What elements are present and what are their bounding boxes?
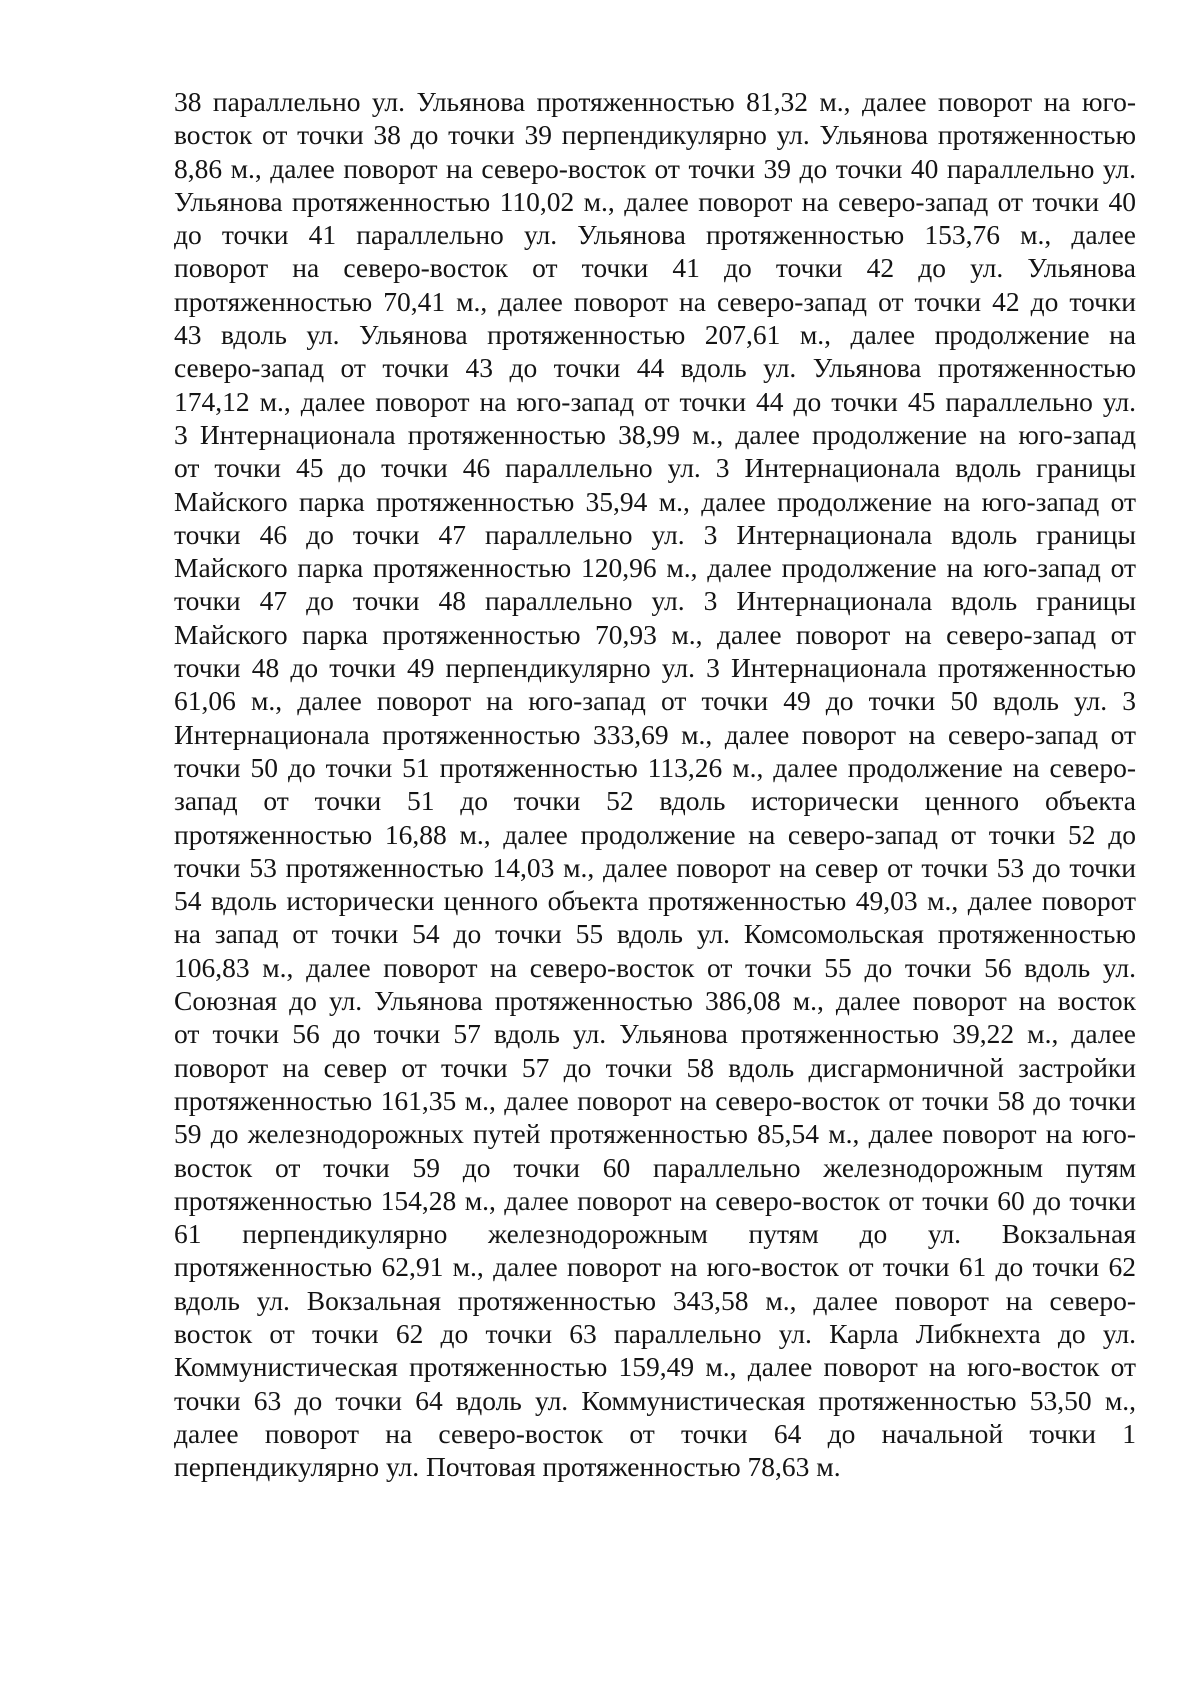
- text-line: точки 48 до точки 49 перпендикулярно ул. 3 Интернационала протяженностью: [174, 652, 1136, 684]
- text-line: протяженностью 62,91 м., далее поворот на юго-восток от точки 61 до точки 62: [174, 1251, 1136, 1283]
- text-line: до точки 41 параллельно ул. Ульянова протяженностью 153,76 м., далее: [174, 219, 1136, 251]
- text-line: протяженностью 154,28 м., далее поворот на северо-восток от точки 60 до точки: [174, 1184, 1136, 1216]
- text-line: далее поворот на северо-восток от точки 64 до начальной точки 1: [174, 1417, 1136, 1449]
- text-line: 61,06 м., далее поворот на юго-запад от точки 49 до точки 50 вдоль ул. 3: [174, 685, 1136, 717]
- text-line: 38 параллельно ул. Ульянова протяженностью 81,32 м., далее поворот на юго-: [174, 86, 1136, 117]
- text-line: 54 вдоль исторически ценного объекта протяженностью 49,03 м., далее поворот: [174, 885, 1136, 917]
- text-line: протяженностью 161,35 м., далее поворот на северо-восток от точки 58 до точки: [174, 1084, 1136, 1116]
- text-line: 174,12 м., далее поворот на юго-запад от точки 44 до точки 45 параллельно ул.: [174, 385, 1136, 417]
- text-line: на запад от точки 54 до точки 55 вдоль ул. Комсомольская протяженностью: [174, 918, 1136, 950]
- text-line: 3 Интернационала протяженностью 38,99 м., далее продолжение на юго-запад: [174, 418, 1136, 450]
- text-line: 8,86 м., далее поворот на северо-восток от точки 39 до точки 40 параллельно ул.: [174, 152, 1136, 184]
- text-line: от точки 45 до точки 46 параллельно ул. 3 Интернационала вдоль границы: [174, 452, 1136, 484]
- text-line: точки 46 до точки 47 параллельно ул. 3 Интернационала вдоль границы: [174, 518, 1136, 550]
- text-line: точки 53 протяженностью 14,03 м., далее поворот на север от точки 53 до точки: [174, 851, 1136, 883]
- text-line: 59 до железнодорожных путей протяженностью 85,54 м., далее поворот на юго-: [174, 1118, 1136, 1150]
- text-line: точки 47 до точки 48 параллельно ул. 3 Интернационала вдоль границы: [174, 585, 1136, 617]
- text-line: Майского парка протяженностью 35,94 м., далее продолжение на юго-запад от: [174, 485, 1136, 517]
- text-line: точки 50 до точки 51 протяженностью 113,26 м., далее продолжение на северо-: [174, 751, 1136, 783]
- text-line: восток от точки 59 до точки 60 параллельно железнодорожным путям: [174, 1151, 1136, 1183]
- body-paragraph: [174, 85, 1136, 1483]
- text-line: протяженностью 16,88 м., далее продолжение на северо-запад от точки 52 до: [174, 818, 1136, 850]
- text-line: поворот на север от точки 57 до точки 58 вдоль дисгармоничной застройки: [174, 1051, 1136, 1083]
- text-line: вдоль ул. Вокзальная протяженностью 343,58 м., далее поворот на северо-: [174, 1284, 1136, 1316]
- text-line: восток от точки 62 до точки 63 параллельно ул. Карла Либкнехта до ул.: [174, 1317, 1136, 1349]
- text-line: Союзная до ул. Ульянова протяженностью 386,08 м., далее поворот на восток: [174, 985, 1136, 1017]
- text-line: протяженностью 70,41 м., далее поворот на северо-запад от точки 42 до точки: [174, 285, 1136, 317]
- text-line: точки 63 до точки 64 вдоль ул. Коммунистическая протяженностью 53,50 м.,: [174, 1384, 1136, 1416]
- text-line: восток от точки 38 до точки 39 перпендикулярно ул. Ульянова протяженностью: [174, 119, 1136, 151]
- text-line: Коммунистическая протяженностью 159,49 м., далее поворот на юго-восток от: [174, 1351, 1136, 1383]
- text-line: 106,83 м., далее поворот на северо-восток от точки 55 до точки 56 вдоль ул.: [174, 951, 1136, 983]
- text-line: северо-запад от точки 43 до точки 44 вдоль ул. Ульянова протяженностью: [174, 352, 1136, 384]
- text-line: Майского парка протяженностью 70,93 м., далее поворот на северо-запад от: [174, 618, 1136, 650]
- text-line: Ульянова протяженностью 110,02 м., далее поворот на северо-запад от точки 40: [174, 185, 1136, 217]
- text-line: запад от точки 51 до точки 52 вдоль исторически ценного объекта: [174, 785, 1136, 817]
- text-line: Майского парка протяженностью 120,96 м., далее продолжение на юго-запад от: [174, 552, 1136, 584]
- text-line: 61 перпендикулярно железнодорожным путям до ул. Вокзальная: [174, 1218, 1136, 1250]
- text-line: перпендикулярно ул. Почтовая протяженностью 78,63 м.: [174, 1451, 841, 1483]
- text-line: 43 вдоль ул. Ульянова протяженностью 207,61 м., далее продолжение на: [174, 319, 1136, 351]
- text-line: от точки 56 до точки 57 вдоль ул. Ульянова протяженностью 39,22 м., далее: [174, 1018, 1136, 1050]
- text-line: Интернационала протяженностью 333,69 м., далее поворот на северо-запад от: [174, 718, 1136, 750]
- text-line: поворот на северо-восток от точки 41 до точки 42 до ул. Ульянова: [174, 252, 1136, 284]
